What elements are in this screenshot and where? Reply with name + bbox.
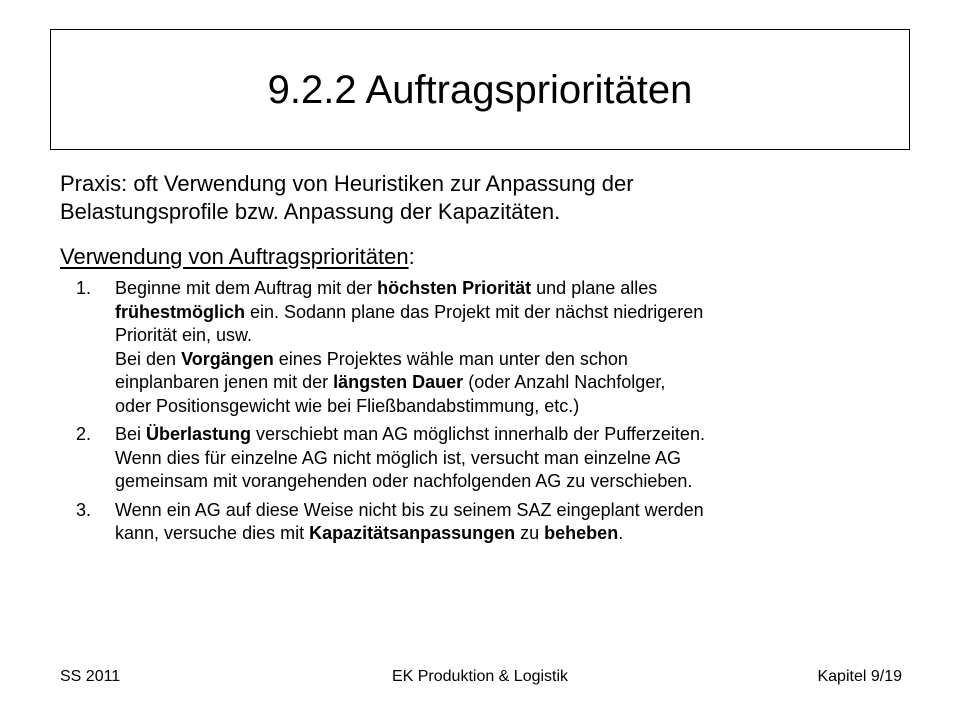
title-box: [50, 29, 910, 150]
list-item-number: 2.: [76, 424, 92, 444]
emphasis-text: frühestmöglich: [115, 301, 246, 322]
list-item-line: Priorität ein, usw.: [115, 325, 253, 345]
list-item-line: Beginne mit dem Auftrag mit der höchsten Priorität und plane alles: [115, 278, 658, 298]
list-item-line: Wenn dies für einzelne AG nicht möglich ist, versucht man einzelne AG: [115, 447, 681, 468]
emphasis-text: Überlastung: [146, 424, 252, 444]
list-item-line: einplanbaren jenen mit der längsten Dauer (oder Anzahl Nachfolger,: [115, 372, 666, 392]
footer-chapter: Kapitel 9/19: [817, 668, 902, 685]
footer-course: EK Produktion & Logistik: [391, 668, 569, 685]
section-heading-colon: :: [408, 244, 415, 269]
emphasis-text: höchsten Priorität: [377, 278, 532, 298]
list-item-line: Wenn ein AG auf diese Weise nicht bis zu seinem SAZ eingeplant werden: [115, 499, 704, 520]
list-item: [60, 499, 910, 546]
footer-semester: SS 2011: [60, 668, 121, 685]
slide-content: [60, 170, 910, 551]
emphasis-text: Vorgängen: [181, 348, 274, 369]
emphasis-text: Kapazitätsanpassungen: [309, 523, 516, 543]
list-item-line: Bei den Vorgängen eines Projektes wähle man unter den schon: [115, 348, 628, 369]
list-item-line: kann, versuche dies mit Kapazitätsanpassungen zu beheben.: [115, 523, 624, 543]
emphasis-text: beheben: [544, 523, 619, 543]
intro-line: Praxis: oft Verwendung von Heuristiken zur Anpassung der: [60, 171, 634, 196]
list-item: [60, 423, 910, 494]
list-item-line: frühestmöglich ein. Sodann plane das Projekt mit der nächst niedrigeren: [115, 301, 704, 322]
list-item-number: 3.: [76, 499, 92, 520]
numbered-list: [60, 277, 910, 546]
intro-text: [60, 170, 910, 226]
list-item-number: 1.: [76, 278, 92, 298]
section-heading: [60, 243, 910, 271]
list-item-line: gemeinsam mit vorangehenden oder nachfolgenden AG zu verschieben.: [115, 471, 693, 491]
emphasis-text: längsten Dauer: [333, 372, 464, 392]
list-item: [60, 277, 910, 418]
intro-line: Belastungsprofile bzw. Anpassung der Kapazitäten.: [60, 199, 561, 224]
section-heading-text: Verwendung von Auftragsprioritäten: [60, 244, 409, 269]
list-item-line: Bei Überlastung verschiebt man AG möglichst innerhalb der Pufferzeiten.: [115, 424, 705, 444]
slide-title: 9.2.2 Auftragsprioritäten: [267, 67, 693, 112]
list-item-line: oder Positionsgewicht wie bei Fließbandabstimmung, etc.): [115, 395, 580, 416]
